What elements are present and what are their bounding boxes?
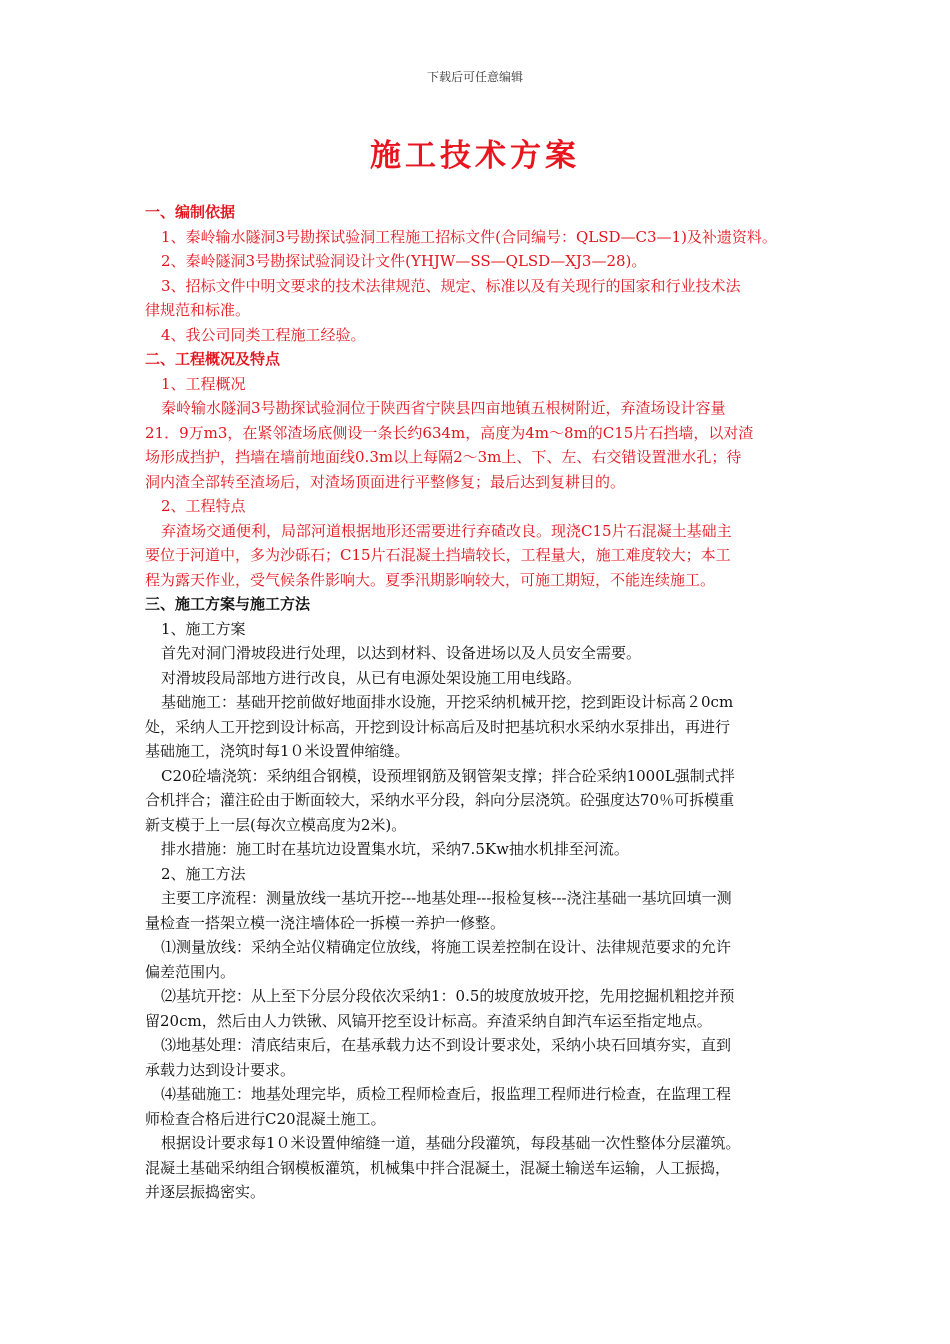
s3-a3-line1: 基础施工：基础开挖前做好地面排水设施，开挖采纳机械开挖，挖到距设计标高２0cm xyxy=(161,693,734,711)
s2-p1-line1: 秦岭输水隧洞3号勘探试验洞位于陕西省宁陕县四亩地镇五根树附近，弃渣场设计容量 xyxy=(161,399,726,417)
s3-a4-line2: 合机拌合；灌注砼由于断面较大，采纳水平分段，斜向分层浇筑。砼强度达70％可拆模重 xyxy=(145,791,735,809)
section-2-heading: 二、工程概况及特点 xyxy=(145,350,281,368)
s3-subheading-1: 1、施工方案 xyxy=(161,619,246,638)
section-3-heading: 三、施工方案与施工方法 xyxy=(145,595,311,613)
s3-b3-line2: 留20cm，然后由人力铁锹、风镐开挖至设计标高。弃渣采纳自卸汽车运至指定地点。 xyxy=(145,1011,712,1030)
s2-p2-line1: 弃渣场交通便利，局部河道根据地形还需要进行弃碴改良。现浇C15片石混凝土基础主 xyxy=(161,521,732,540)
s3-b6-line2: 混凝土基础采纳组合钢模板灌筑，机械集中拌合混凝土，混凝土输送车运输，人工振捣， xyxy=(145,1158,731,1177)
s2-subheading-2: 2、工程特点 xyxy=(161,497,246,515)
s3-b5-line1: ⑷基础施工：地基处理完毕，质检工程师检查后，报监理工程师进行检查，在监理工程 xyxy=(161,1085,732,1103)
s3-a1: 首先对洞门滑坡段进行处理，以达到材料、设备进场以及人员安全需要。 xyxy=(161,644,642,662)
s2-p1-line3: 场形成挡护，挡墙在墙前地面线0.3m以上每隔2～3m上、下、左、右交错设置泄水孔；待 xyxy=(145,448,742,466)
s3-b3-line1: ⑵基坑开挖：从上至下分层分段依次采纳1：0.5的坡度放坡开挖，先用挖掘机粗挖并预 xyxy=(161,987,735,1005)
s3-a4-line3: 新支模于上一层(每次立模高度为2米)。 xyxy=(145,815,407,834)
s1-item-3-cont: 律规范和标准。 xyxy=(145,301,251,319)
s3-b6-line1: 根据设计要求每1０米设置伸缩缝一道，基础分段灌筑，每段基础一次性整体分层灌筑。 xyxy=(161,1134,741,1152)
s3-a2: 对滑坡段局部地方进行改良，从已有电源处架设施工用电线路。 xyxy=(161,668,582,687)
s3-b5-line2: 师检查合格后进行C20混凝土施工。 xyxy=(145,1109,386,1128)
section-1-heading: 一、编制依据 xyxy=(145,203,236,221)
s1-item-4: 4、我公司同类工程施工经验。 xyxy=(161,325,366,344)
s1-item-1: 1、秦岭输水隧洞3号勘探试验洞工程施工招标文件(合同编号：QLSD—C3—1)及补遗资料。 xyxy=(161,227,777,246)
s2-p2-line3: 程为露天作业，受气候条件影响大。夏季汛期影响较大，可施工期短，不能连续施工。 xyxy=(145,570,716,589)
s2-p2-line2: 要位于河道中，多为沙砾石；C15片石混凝土挡墙较长，工程量大，施工难度较大；本工 xyxy=(145,546,731,564)
s3-b6-line3: 并逐层振捣密实。 xyxy=(145,1183,266,1201)
page-header: 下载后可任意编辑 xyxy=(426,70,523,84)
s2-p1-line2: 21．9万m3，在紧邻渣场底侧设一条长约634m，高度为4m～8m的C15片石挡墙，以对渣 xyxy=(145,423,754,442)
s3-subheading-2: 2、施工方法 xyxy=(161,864,246,883)
s3-b2-line1: ⑴测量放线：采纳全站仪精确定位放线，将施工误差控制在设计、法律规范要求的允许 xyxy=(161,938,732,956)
s1-item-3: 3、招标文件中明文要求的技术法律规范、规定、标准以及有关现行的国家和行业技术法 xyxy=(161,276,741,295)
document-body xyxy=(145,200,810,1205)
s3-a4-line1: C20砼墙浇筑：采纳组合钢模，设预埋钢筋及钢管架支撑；拌合砼采纳1000L强制式拌 xyxy=(161,766,735,785)
s3-b4-line1: ⑶地基处理：清底结束后，在基承载力达不到设计要求处，采纳小块石回填夯实，直到 xyxy=(161,1036,732,1054)
s3-a3-line2: 处，采纳人工开挖到设计标高，开挖到设计标高后及时把基坑积水采纳水泵排出，再进行 xyxy=(145,717,731,736)
s3-a5: 排水措施：施工时在基坑边设置集水坑，采纳7.5Kw抽水机排至河流。 xyxy=(161,840,629,858)
s3-b1-line1: 主要工序流程：测量放线一基坑开挖---地基处理---报检复核---浇注基础一基坑回填一测 xyxy=(161,889,732,907)
s2-subheading-1: 1、工程概况 xyxy=(161,374,246,393)
s1-item-2: 2、秦岭隧洞3号勘探试验洞设计文件(YHJW—SS—QLSD—XJ3—28)。 xyxy=(161,252,647,270)
page-title: 施工技术方案 xyxy=(370,138,580,174)
s3-b4-line2: 承载力达到设计要求。 xyxy=(145,1060,296,1079)
s2-p1-line4: 洞内渣全部转至渣场后，对渣场顶面进行平整修复；最后达到复耕目的。 xyxy=(145,472,626,491)
s3-b2-line2: 偏差范围内。 xyxy=(145,962,236,981)
s3-a3-line3: 基础施工，浇筑时每1０米设置伸缩缝。 xyxy=(145,742,410,760)
s3-b1-line2: 量检查一搭架立模一浇注墙体砼一拆模一养护一修整。 xyxy=(145,913,506,932)
